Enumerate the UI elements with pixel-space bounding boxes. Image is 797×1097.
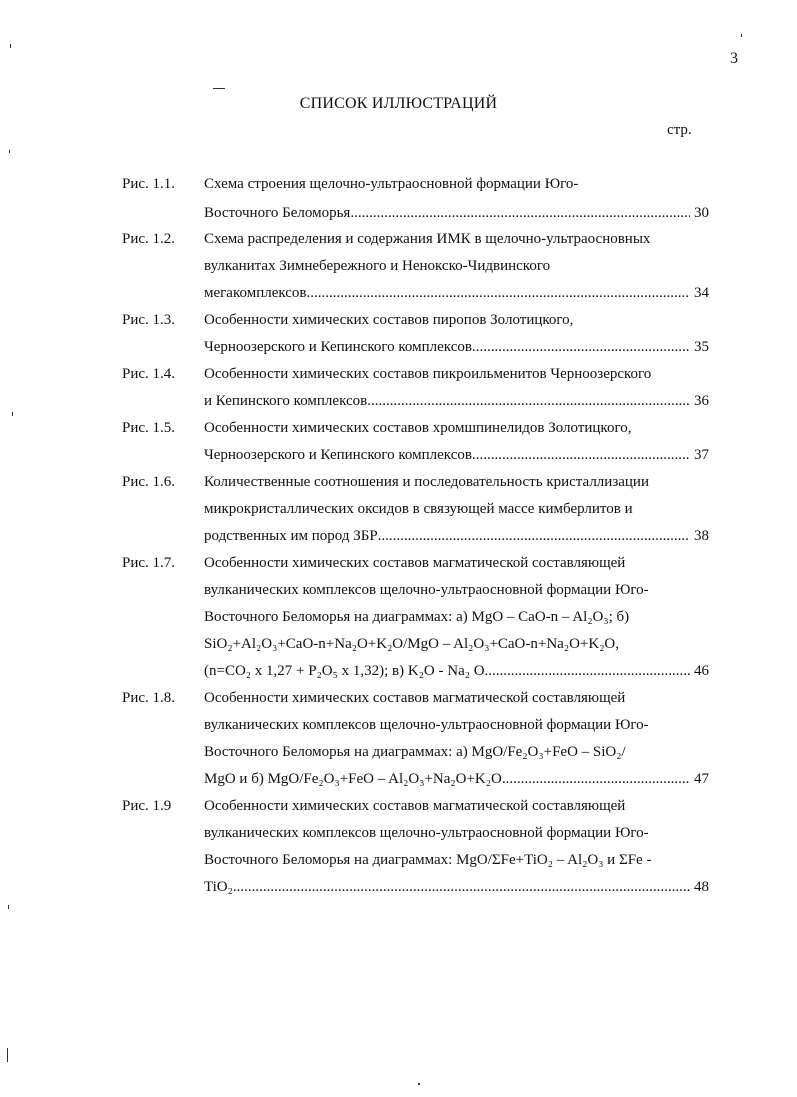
leader-dots xyxy=(350,205,690,222)
entry-page-number: 35 xyxy=(694,339,709,355)
leader-dots xyxy=(378,528,690,545)
entry-line: микрокристаллических оксидов в связующей массе кимберлитов и xyxy=(204,501,633,517)
entry-last-text: MgO и б) MgO/Fe₂O₃+FeO – Al₂O₃+Na₂O+K₂O xyxy=(204,771,502,787)
entry-last-line xyxy=(204,393,690,410)
entry-line: Количественные соотношения и последовательность кристаллизации xyxy=(204,474,649,490)
leader-dots xyxy=(472,339,690,356)
leader-dots xyxy=(233,879,690,896)
entry-last-line xyxy=(204,339,690,356)
entry-label: Рис. 1.1. xyxy=(122,176,176,192)
entry-last-text: родственных им пород ЗБР xyxy=(204,528,378,544)
entry-line: Особенности химических составов пикроильменитов Черноозерского xyxy=(204,366,652,382)
entry-label: Рис. 1.7. xyxy=(122,555,176,571)
entry-line: вулканитах Зимнебережного и Ненокско-Чидвинского xyxy=(204,258,551,274)
entry-page-number: 36 xyxy=(694,393,709,409)
entry-last-text: TiO₂ xyxy=(204,879,233,895)
scan-speck xyxy=(12,412,13,416)
entry-last-text: Черноозерского и Кепинского комплексов xyxy=(204,339,472,355)
entry-line: Восточного Беломорья на диаграммах: а) MgO – CaO-n – Al₂O₃; б) xyxy=(204,609,630,625)
scan-speck xyxy=(9,150,10,153)
entry-last-line xyxy=(204,205,690,222)
entry-page-number: 37 xyxy=(694,447,709,463)
entry-label: Рис. 1.4. xyxy=(122,366,176,382)
entry-label: Рис. 1.2. xyxy=(122,231,176,247)
entry-page-number: 47 xyxy=(694,771,709,787)
leader-dots xyxy=(367,393,690,410)
entry-label: Рис. 1.3. xyxy=(122,312,176,328)
leader-dots xyxy=(485,663,690,680)
entry-line: вулканических комплексов щелочно-ультраосновной формации Юго- xyxy=(204,582,649,598)
entry-last-text: Восточного Беломорья xyxy=(204,205,351,221)
entry-last-text: Черноозерского и Кепинского комплексов xyxy=(204,447,472,463)
entry-last-line xyxy=(204,285,690,302)
entry-label: Рис. 1.9 xyxy=(122,798,172,814)
entry-line: Особенности химических составов хромшпинелидов Золотицкого, xyxy=(204,420,632,436)
entry-last-line xyxy=(204,528,690,545)
entry-line: Схема строения щелочно-ультраосновной формации Юго- xyxy=(204,176,579,192)
leader-dots xyxy=(472,447,690,464)
entry-line: Особенности химических составов пиропов Золотицкого, xyxy=(204,312,574,328)
entry-label: Рис. 1.8. xyxy=(122,690,176,706)
entry-last-line xyxy=(204,447,690,464)
entry-last-text: (n=CO₂ x 1,27 + P₂O₅ x 1,32); в) K₂O - Na₂ O xyxy=(204,663,485,679)
entry-line: Особенности химических составов магматической составляющей xyxy=(204,555,626,571)
entry-page-number: 38 xyxy=(694,528,709,544)
page-title: СПИСОК ИЛЛЮСТРАЦИЙ xyxy=(299,95,498,112)
entry-page-number: 34 xyxy=(694,285,709,301)
entry-label: Рис. 1.6. xyxy=(122,474,176,490)
page-column-header: стр. xyxy=(667,122,692,138)
entry-line: Восточного Беломорья на диаграммах: MgO/ΣFe+TiO₂ – Al₂O₃ и ΣFe - xyxy=(204,852,652,868)
scan-speck xyxy=(10,44,11,48)
entry-page-number: 30 xyxy=(694,205,709,221)
scan-speck xyxy=(8,905,9,909)
scan-speck xyxy=(418,1083,420,1085)
entry-last-text: и Кепинского комплексов xyxy=(204,393,368,409)
scan-speck xyxy=(741,34,742,37)
entry-line: Особенности химических составов магматической составляющей xyxy=(204,690,626,706)
scan-speck xyxy=(7,1048,8,1062)
entry-last-line xyxy=(204,771,690,788)
entry-last-text: мегакомплексов xyxy=(204,285,307,301)
entry-line: SiO₂+Al₂O₃+CaO-n+Na₂O+K₂O/MgO – Al₂O₃+CaO-n+Na₂O+K₂O, xyxy=(204,636,620,652)
entry-page-number: 48 xyxy=(694,879,709,895)
entry-label: Рис. 1.5. xyxy=(122,420,176,436)
entry-line: Схема распределения и содержания ИМК в щелочно-ультраосновных xyxy=(204,231,651,247)
entry-last-line xyxy=(204,879,690,896)
entry-last-line xyxy=(204,663,690,680)
entry-line: Особенности химических составов магматической составляющей xyxy=(204,798,626,814)
page-number: 3 xyxy=(730,50,738,67)
scan-speck xyxy=(213,88,225,89)
leader-dots xyxy=(307,285,690,302)
entry-page-number: 46 xyxy=(694,663,709,679)
leader-dots xyxy=(502,771,690,788)
entry-line: Восточного Беломорья на диаграммах: а) MgO/Fe₂O₃+FeO – SiO₂/ xyxy=(204,744,626,760)
entry-line: вулканических комплексов щелочно-ультраосновной формации Юго- xyxy=(204,825,649,841)
entry-line: вулканических комплексов щелочно-ультраосновной формации Юго- xyxy=(204,717,649,733)
